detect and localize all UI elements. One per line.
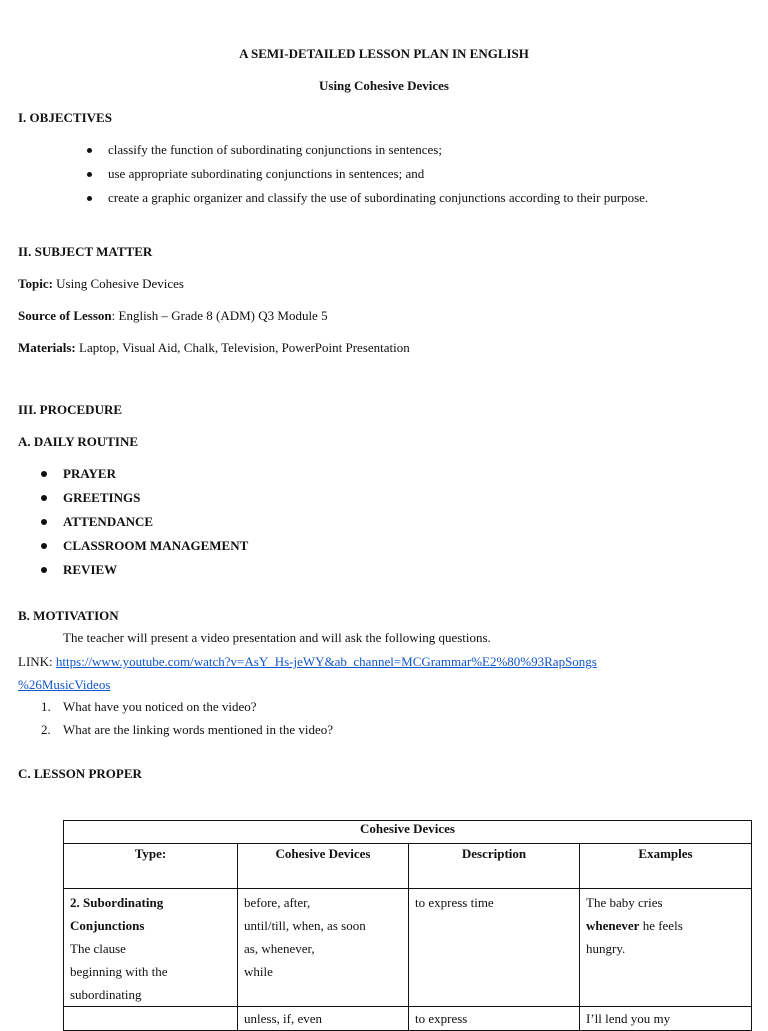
devices-cell: [238, 889, 409, 1007]
type-text-line: subordinating: [70, 987, 142, 1002]
routine-item: ATTENDANCE: [63, 514, 154, 529]
description-text: to express: [415, 1011, 468, 1026]
type-title-line: Conjunctions: [70, 918, 145, 933]
bullet-icon: [41, 471, 47, 477]
header-description: Description: [409, 844, 580, 889]
objective-item: use appropriate subordinating conjunctions in sentences; and: [108, 166, 425, 181]
description-cell: [409, 889, 580, 1007]
header-cohesive-devices: Cohesive Devices: [238, 844, 409, 889]
materials-label: Materials:: [18, 340, 76, 355]
header-type: Type:: [64, 844, 238, 889]
topic-line: [18, 276, 184, 292]
devices-line: until/till, when, as soon: [244, 918, 366, 933]
subject-matter-heading: II. SUBJECT MATTER: [18, 244, 153, 259]
topic-label: Topic:: [18, 276, 53, 291]
source-label: Source of Lesson: [18, 308, 112, 323]
type-cell-continued: [64, 1007, 238, 1031]
question-number: 2.: [41, 722, 51, 737]
routine-item: REVIEW: [63, 562, 118, 577]
example-keyword: whenever: [586, 918, 640, 933]
document-subtitle: Using Cohesive Devices: [319, 78, 449, 93]
example-cell: [580, 889, 752, 1007]
description-cell: [409, 1007, 580, 1031]
question-text: What are the linking words mentioned in the video?: [63, 722, 334, 737]
link-continuation: [18, 677, 110, 693]
bullet-icon: [41, 543, 47, 549]
table-row: [64, 1007, 752, 1031]
devices-cell: [238, 1007, 409, 1031]
topic-value: Using Cohesive Devices: [56, 276, 184, 291]
link-label: LINK:: [18, 654, 53, 669]
routine-item: GREETINGS: [63, 490, 141, 505]
bullet-icon: [87, 196, 92, 201]
example-line: hungry.: [586, 941, 626, 956]
devices-line: before, after,: [244, 895, 311, 910]
motivation-heading: B. MOTIVATION: [18, 608, 119, 623]
materials-value: Laptop, Visual Aid, Chalk, Television, PowerPoint Presentation: [79, 340, 410, 355]
document-title: A SEMI-DETAILED LESSON PLAN IN ENGLISH: [239, 46, 529, 61]
source-value: : English – Grade 8 (ADM) Q3 Module 5: [111, 308, 328, 323]
video-link-continuation[interactable]: %26MusicVideos: [18, 677, 111, 692]
objective-item: create a graphic organizer and classify the use of subordinating conjunctions according to their purpose.: [108, 190, 649, 205]
objective-item: classify the function of subordinating conjunctions in sentences;: [108, 142, 442, 157]
source-line: [18, 308, 328, 324]
motivation-text: The teacher will present a video presentation and will ask the following questions.: [63, 630, 491, 645]
example-rest: he feels: [639, 918, 683, 933]
daily-routine-heading: A. DAILY ROUTINE: [18, 434, 139, 449]
devices-line: while: [244, 964, 273, 979]
example-line: [586, 914, 745, 937]
cohesive-devices-table: [63, 820, 752, 1031]
link-line: [18, 654, 597, 670]
devices-line: as, whenever,: [244, 941, 315, 956]
procedure-heading: III. PROCEDURE: [18, 402, 123, 417]
table-header-row: [64, 844, 752, 889]
routine-item: PRAYER: [63, 466, 116, 481]
devices-line: unless, if, even: [244, 1011, 322, 1026]
table-row: [64, 889, 752, 1007]
table-caption: Cohesive Devices: [64, 821, 752, 844]
objectives-heading: I. OBJECTIVES: [18, 110, 112, 125]
type-text-line: beginning with the: [70, 964, 168, 979]
example-line: I’ll lend you my: [586, 1011, 671, 1026]
routine-item: CLASSROOM MANAGEMENT: [63, 538, 249, 553]
type-cell: [64, 889, 238, 1007]
bullet-icon: [87, 172, 92, 177]
bullet-icon: [41, 495, 47, 501]
lesson-proper-heading: C. LESSON PROPER: [18, 766, 142, 781]
header-examples: Examples: [580, 844, 752, 889]
bullet-icon: [41, 519, 47, 525]
type-title-line: 2. Subordinating: [70, 895, 164, 910]
example-cell: [580, 1007, 752, 1031]
bullet-icon: [87, 148, 92, 153]
description-text: to express time: [415, 895, 494, 910]
type-text-line: The clause: [70, 941, 126, 956]
question-number: 1.: [41, 699, 51, 714]
example-line: The baby cries: [586, 895, 663, 910]
video-link[interactable]: https://www.youtube.com/watch?v=AsY_Hs-jeWY&ab_channel=MCGrammar%E2%80%93RapSongs: [55, 654, 597, 669]
table-caption-row: [64, 821, 752, 844]
bullet-icon: [41, 567, 47, 573]
materials-line: [18, 340, 410, 356]
question-text: What have you noticed on the video?: [63, 699, 257, 714]
